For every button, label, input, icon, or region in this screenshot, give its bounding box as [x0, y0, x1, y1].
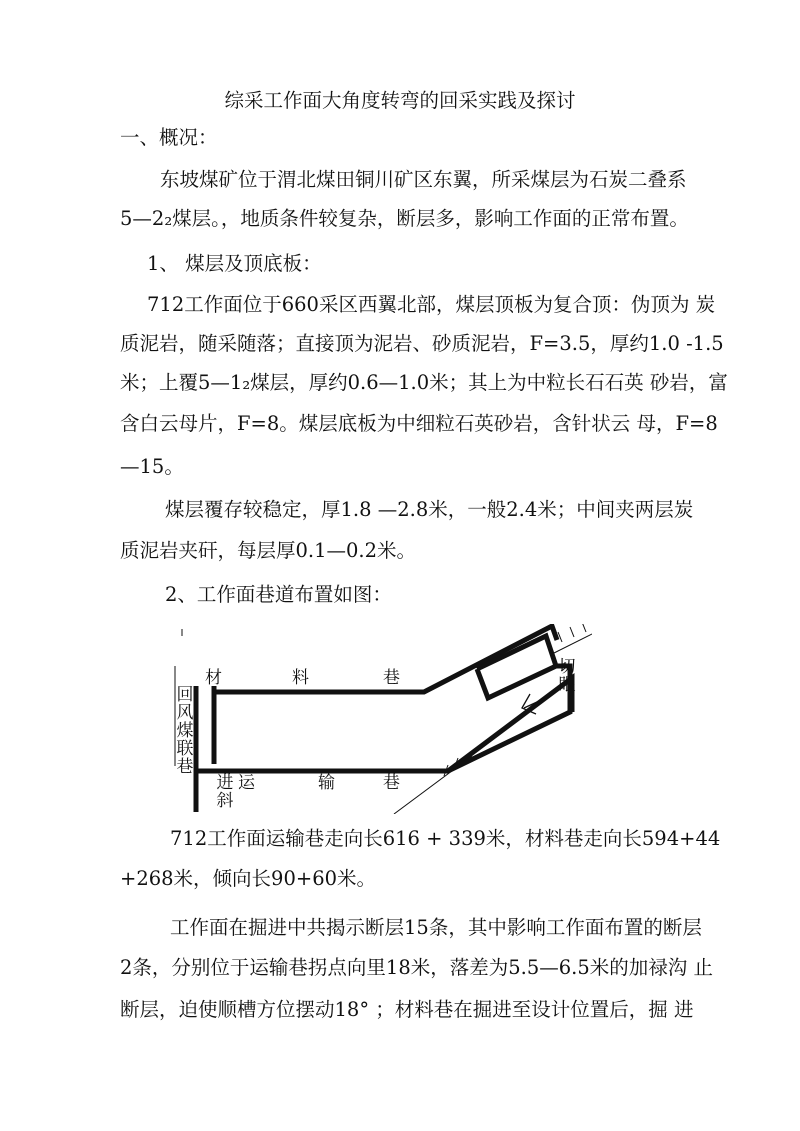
paragraph-line: 质泥岩，随采随落；直接顶为泥岩、砂质泥岩，F=3.5，厚约1.0 -1.5: [120, 332, 724, 355]
paragraph-line: 东坡煤矿位于渭北煤田铜川矿区东翼，所采煤层为石炭二叠系: [160, 168, 687, 191]
cut-hole-label: 切眼: [558, 657, 576, 695]
material-roadway-char: 材: [205, 668, 222, 688]
material-roadway-char: 巷: [383, 668, 400, 688]
paragraph-line: 含白云母片，F=8。煤层底板为中细粒石英砂岩，含针状云 母，F=8: [120, 412, 718, 435]
paragraph-line: 5—2₂煤层。，地质条件较复杂，断层多，影响工作面的正常布置。: [120, 207, 689, 230]
paragraph-line: 2条，分别位于运输巷拐点向里18米，落差为5.5—6.5米的加禄沟 止: [120, 956, 713, 979]
material-roadway-char: 料: [292, 668, 309, 688]
rock-hatch-mark: [558, 632, 562, 642]
paragraph-line: 煤层覆存较稳定，厚1.8 —2.8米，一般2.4米；中间夹两层炭: [165, 498, 694, 521]
paragraph-line: —15。: [120, 455, 184, 478]
paragraph-line: +268米，倾向长90+60米。: [120, 867, 377, 890]
rock-hatch-mark: [582, 624, 586, 632]
roadway-layout-diagram: [172, 624, 592, 814]
paragraph-line: 工作面在掘进中共揭示断层15条，其中影响工作面布置的断层: [170, 916, 702, 939]
transport-roadway-char: 巷: [383, 773, 400, 793]
paragraph-line: 断层，迫使顺槽方位摆动18° ；材料巷在掘进至设计位置后，掘 进: [120, 998, 694, 1021]
subheading-coal-seam: 1、 煤层及顶底板：: [147, 252, 322, 275]
subheading-roadway-layout: 2、工作面巷道布置如图：: [165, 583, 392, 606]
section-heading-overview: 一、概况：: [120, 126, 218, 149]
paragraph-line: 712工作面运输巷走向长616 + 339米，材料巷走向长594+44: [170, 827, 721, 850]
paragraph-line: 712工作面位于660采区西翼北部，煤层顶板为复合顶：伪顶为 炭: [147, 293, 716, 316]
document-title: 综采工作面大角度转弯的回采实践及探讨: [224, 89, 576, 112]
transport-roadway-char: 运: [238, 773, 255, 793]
return-air-coal-connection-label: 回风煤联巷: [176, 685, 194, 777]
transport-roadway-char: 输: [318, 773, 335, 793]
paragraph-line: 质泥岩夹矸，每层厚0.1—0.2米。: [120, 539, 417, 562]
rock-hatch-mark: [570, 627, 574, 637]
paragraph-line: 米；上覆5—1₂煤层，厚约0.6—1.0米；其上为中粒长石石英 砂岩，富: [120, 371, 728, 394]
roadway-layout-svg: [172, 624, 592, 814]
incline-label: 进斜: [216, 773, 234, 811]
